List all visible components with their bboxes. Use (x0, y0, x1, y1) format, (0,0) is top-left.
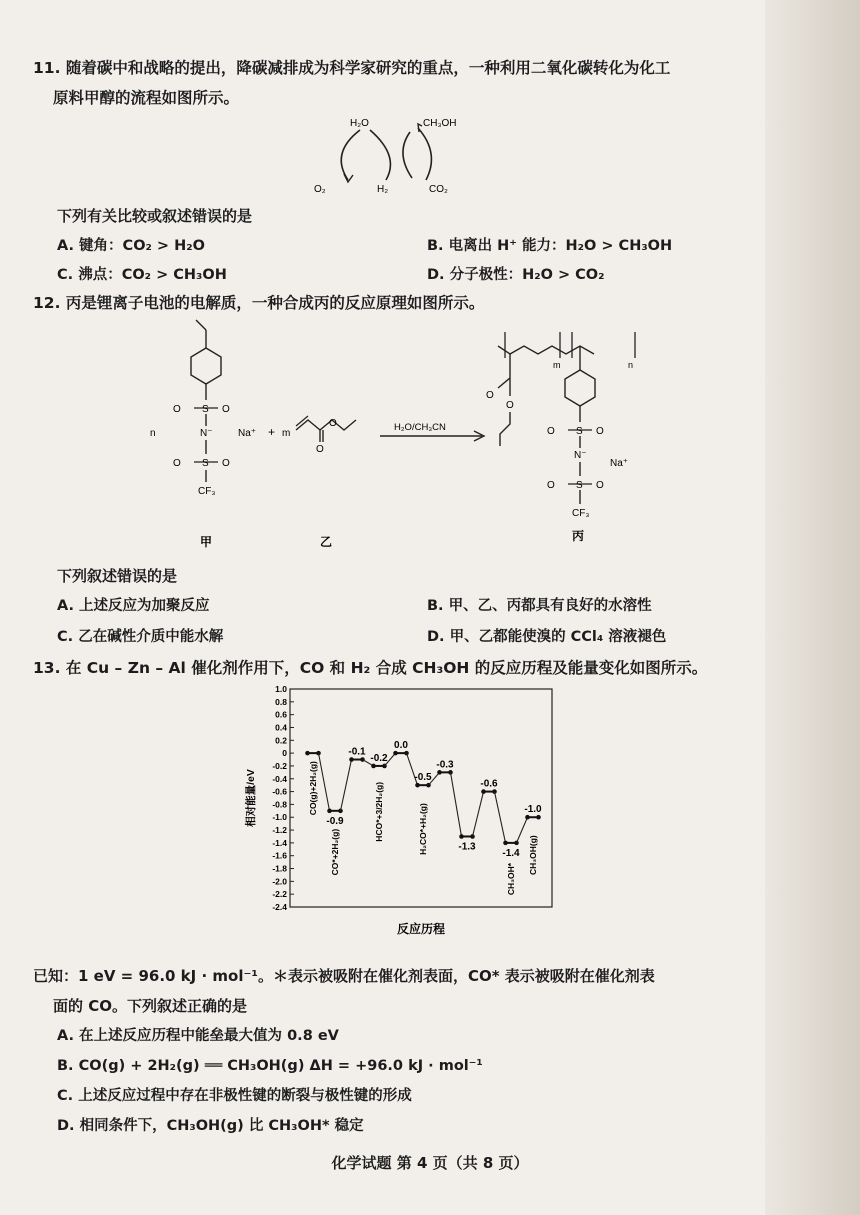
energy-point (437, 770, 442, 775)
svg-text:O: O (316, 444, 324, 455)
y-tick-label: -1.2 (272, 825, 287, 836)
svg-text:O: O (506, 400, 514, 411)
energy-connector (473, 792, 484, 837)
svg-text:O: O (486, 390, 494, 401)
diagram-ch3oh: CH₃OH (423, 118, 457, 129)
y-tick-label: -1.4 (272, 837, 287, 848)
q11-prompt: 下列有关比较或叙述错误的是 (57, 207, 253, 225)
data-label: -0.6 (480, 778, 498, 790)
energy-connector (319, 753, 330, 811)
q13-known-line2: 面的 CO。下列叙述正确的是 (53, 997, 247, 1015)
svg-text:S: S (576, 480, 583, 491)
diagram-o2: O₂ (314, 184, 326, 195)
svg-text:O: O (547, 480, 555, 491)
svg-text:Na⁺: Na⁺ (238, 428, 257, 439)
label-jia: 甲 (200, 535, 213, 549)
q12-option-d: D. 甲、乙都能使溴的 CCl₄ 溶液褪色 (427, 629, 667, 645)
q12-stem: 12. 丙是锂离子电池的电解质，一种合成丙的反应原理如图所示。 (33, 294, 485, 312)
label-yi: 乙 (320, 535, 333, 549)
compound-yi-structure (296, 416, 356, 455)
q13-option-b: B. CO(g) + 2H₂(g) ══ CH₃OH(g) ΔH = +96.0 kJ · mol⁻¹ (57, 1058, 483, 1074)
svg-text:n: n (150, 428, 156, 439)
y-axis-label: 相对能量/eV (245, 769, 257, 827)
y-tick-label: -0.4 (272, 773, 287, 784)
diagram-h2: H₂ (377, 184, 389, 195)
energy-point (415, 783, 420, 788)
energy-point (459, 834, 464, 839)
svg-text:S: S (576, 426, 583, 437)
energy-point (503, 841, 508, 846)
species-label: CH₃OH(g) (528, 835, 538, 876)
data-label: -1.3 (458, 841, 476, 853)
label-bing: 丙 (572, 529, 585, 543)
svg-text:S: S (202, 404, 209, 415)
diagram-h2o: H₂O (350, 118, 369, 129)
q13-option-c: C. 上述反应过程中存在非极性键的断裂与极性键的形成 (57, 1088, 412, 1104)
y-tick-label: -0.2 (272, 760, 287, 771)
y-tick-label: -0.8 (272, 799, 287, 810)
page-footer: 化学试题 第 4 页（共 8 页） (331, 1154, 529, 1172)
q13-energy-chart (240, 683, 570, 945)
data-label: -1.4 (502, 847, 520, 859)
svg-text:O: O (547, 426, 555, 437)
data-label: -0.3 (436, 759, 454, 771)
y-tick-label: 0.6 (275, 709, 287, 720)
energy-point (305, 751, 310, 756)
data-label: -1.0 (524, 804, 542, 816)
data-label: -0.2 (370, 752, 388, 764)
y-tick-label: -1.0 (272, 812, 287, 823)
species-label: H₂CO*+H₂(g) (418, 803, 428, 855)
species-label: CH₃OH* (506, 862, 516, 896)
diagram-co2: CO₂ (429, 184, 448, 195)
energy-connector (341, 760, 352, 811)
y-tick-label: -2.4 (272, 902, 287, 912)
q13-known-line1: 已知：1 eV = 96.0 kJ · mol⁻¹。＊表示被吸附在催化剂表面，CO* 表示被吸附在催化剂表 (33, 967, 655, 985)
energy-connector (495, 792, 506, 843)
q11-stem-line1: 11. 随着碳中和战略的提出，降碳减排成为科学家研究的重点，一种利用二氧化碳转化为化工 (33, 59, 671, 77)
x-axis-label: 反应历程 (396, 922, 446, 936)
y-tick-label: -1.6 (272, 850, 287, 861)
svg-text:O: O (222, 404, 230, 415)
species-label: HCO*+3/2H₂(g) (374, 781, 384, 842)
svg-text:O: O (596, 480, 604, 491)
data-label: -0.9 (326, 815, 344, 827)
q12-reaction-scheme (110, 318, 670, 558)
y-tick-label: 0.4 (275, 722, 287, 733)
q12-option-c: C. 乙在碱性介质中能水解 (57, 629, 224, 645)
svg-text:N⁻: N⁻ (200, 428, 213, 439)
svg-text:O: O (329, 418, 337, 429)
y-tick-label: 1.0 (275, 684, 287, 694)
q11-cycle-diagram (300, 108, 500, 198)
q13-option-a: A. 在上述反应历程中能垒最大值为 0.8 eV (57, 1028, 339, 1044)
y-tick-label: -2.0 (272, 876, 287, 887)
svg-text:Na⁺: Na⁺ (610, 458, 629, 469)
q13-option-d: D. 相同条件下，CH₃OH(g) 比 CH₃OH* 稳定 (57, 1118, 364, 1134)
y-axis-ticks (272, 684, 294, 912)
svg-text:S: S (202, 458, 209, 469)
data-label: -0.5 (414, 772, 432, 784)
svg-text:O: O (222, 458, 230, 469)
q11-stem-line2: 原料甲醇的流程如图所示。 (53, 89, 240, 107)
svg-text:CF₃: CF₃ (198, 486, 216, 497)
svg-text:m: m (282, 428, 291, 439)
y-tick-label: -0.6 (272, 786, 287, 797)
q12-prompt: 下列叙述错误的是 (57, 567, 178, 585)
y-tick-label: 0.8 (275, 696, 287, 707)
q11-option-c: C. 沸点：CO₂ > CH₃OH (57, 267, 227, 283)
energy-point (371, 764, 376, 769)
compound-jia-structure (150, 320, 256, 497)
compound-bing-structure (486, 332, 635, 519)
y-tick-label: 0 (282, 748, 287, 759)
svg-text:O: O (173, 458, 181, 469)
energy-point (349, 757, 354, 762)
energy-connector (517, 817, 528, 843)
page-edge-shadow (765, 0, 860, 1215)
energy-profile-series (305, 740, 542, 895)
energy-connector (451, 772, 462, 836)
q11-option-b: B. 电离出 H⁺ 能力：H₂O > CH₃OH (427, 238, 673, 254)
svg-text:O: O (173, 404, 181, 415)
data-label: 0.0 (394, 740, 408, 752)
svg-text:+: + (268, 425, 276, 439)
q11-option-a: A. 键角：CO₂ > H₂O (57, 238, 205, 254)
data-label: -0.1 (348, 746, 366, 758)
energy-point (481, 789, 486, 794)
svg-text:N⁻: N⁻ (574, 450, 587, 461)
y-tick-label: 0.2 (275, 735, 287, 746)
species-label: CO(g)+2H₂(g) (308, 761, 318, 816)
svg-text:O: O (596, 426, 604, 437)
q12-option-a: A. 上述反应为加聚反应 (57, 598, 210, 614)
svg-text:n: n (628, 360, 634, 370)
y-tick-label: -2.2 (272, 889, 287, 900)
energy-point (536, 815, 541, 820)
reaction-condition: H₂O/CH₃CN (394, 422, 446, 433)
y-tick-label: -1.8 (272, 863, 287, 874)
svg-text:m: m (553, 360, 561, 370)
q11-option-d: D. 分子极性：H₂O > CO₂ (427, 267, 605, 283)
q12-option-b: B. 甲、乙、丙都具有良好的水溶性 (427, 598, 652, 614)
svg-text:CF₃: CF₃ (572, 508, 590, 519)
q13-stem: 13. 在 Cu – Zn – Al 催化剂作用下，CO 和 H₂ 合成 CH₃OH 的反应历程及能量变化如图所示。 (33, 659, 708, 677)
species-label: CO*+2H₂(g) (330, 828, 340, 876)
energy-point (393, 751, 398, 756)
energy-point (327, 809, 332, 814)
energy-point (525, 815, 530, 820)
